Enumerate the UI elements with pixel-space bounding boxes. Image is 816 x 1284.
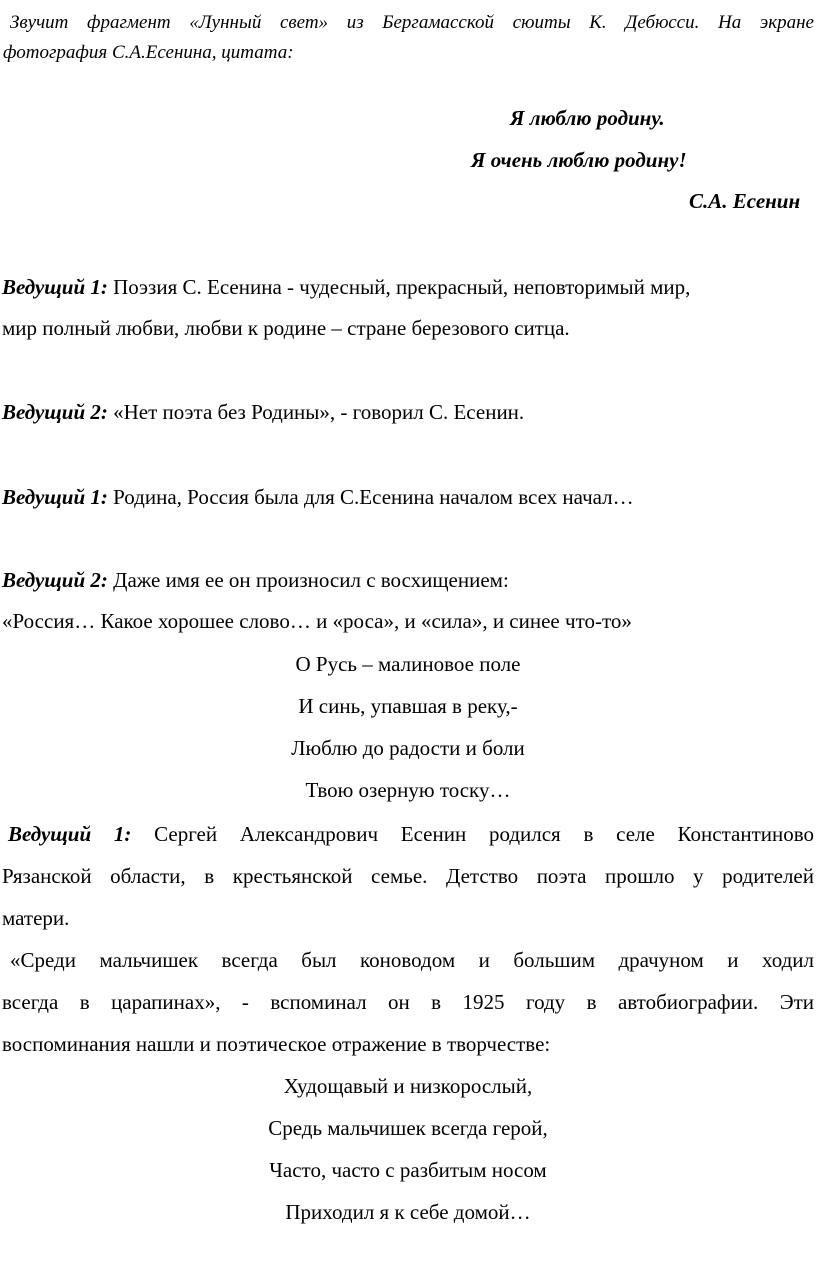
- dialogue-text: Сергей Александрович Есенин родился в селе Константиново: [154, 822, 814, 846]
- stage-direction-line-2: фотография С.А.Есенина, цитата:: [3, 42, 294, 63]
- quote-paragraph-line-3: воспоминания нашли и поэтическое отражение в творчестве:: [2, 1032, 551, 1056]
- dialogue-text: Поэзия С. Есенина - чудесный, прекрасный, неповторимый мир,: [113, 275, 691, 299]
- dialogue-1: [0, 275, 816, 300]
- speaker-label: Ведущий 1:: [2, 275, 108, 299]
- poem2-line-2: Средь мальчишек всегда герой,: [268, 1116, 548, 1140]
- dialogue-text: «Нет поэта без Родины», - говорил С. Есенин.: [113, 400, 525, 424]
- poem1-line-3: Люблю до радости и боли: [291, 736, 525, 760]
- quote-paragraph-line-1: «Среди мальчишек всегда был коноводом и большим драчуном и ходил: [10, 948, 814, 972]
- dialogue-1-continuation: мир полный любви, любви к родине – стране березового ситца.: [2, 316, 570, 340]
- dialogue-4: [0, 568, 816, 593]
- speaker-label: Ведущий 1:: [8, 822, 132, 846]
- speaker-label: Ведущий 2:: [2, 568, 108, 592]
- quote-paragraph-line-2: всегда в царапинах», - вспоминал он в 1925 году в автобиографии. Эти: [2, 990, 814, 1014]
- poem2-line-3: Часто, часто с разбитым носом: [269, 1158, 547, 1182]
- speaker-label: Ведущий 1:: [2, 485, 108, 509]
- dialogue-2: [0, 400, 816, 425]
- poem1-line-1: О Русь – малиновое поле: [295, 652, 521, 676]
- epigraph-line-1: Я люблю родину.: [510, 106, 665, 130]
- epigraph-author: С.А. Есенин: [689, 189, 801, 213]
- stage-direction-line-1: Звучит фрагмент «Лунный свет» из Бергамасской сюиты К. Дебюсси. На экране: [10, 12, 814, 33]
- speaker-label: Ведущий 2:: [2, 400, 108, 424]
- dialogue-text: Даже имя ее он произносил с восхищением:: [113, 568, 509, 592]
- dialogue-5-continuation-2: матери.: [2, 906, 70, 930]
- poem2-line-1: Худощавый и низкорослый,: [283, 1074, 533, 1098]
- russia-quote: «Россия… Какое хорошее слово… и «роса», и «сила», и синее что-то»: [2, 609, 632, 633]
- dialogue-3: [0, 485, 816, 510]
- poem1-line-2: И синь, упавшая в реку,-: [298, 694, 518, 718]
- dialogue-5: [0, 822, 816, 847]
- dialogue-5-continuation: Рязанской области, в крестьянской семье. Детство поэта прошло у родителей: [2, 864, 814, 888]
- poem1-line-4: Твою озерную тоску…: [305, 778, 511, 802]
- epigraph-line-2: Я очень люблю родину!: [471, 148, 687, 172]
- poem2-line-4: Приходил я к себе домой…: [285, 1200, 531, 1224]
- dialogue-text: Родина, Россия была для С.Есенина началом всех начал…: [113, 485, 634, 509]
